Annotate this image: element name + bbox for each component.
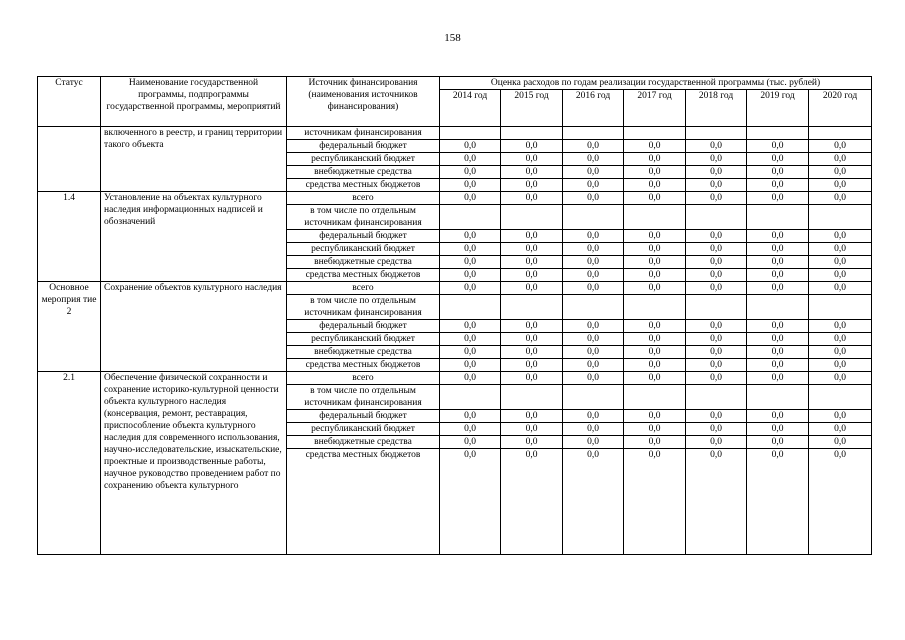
header-estimate: Оценка расходов по годам реализации государственной программы (тыс. рублей): [440, 77, 872, 90]
header-year: 2017 год: [624, 90, 686, 127]
row-value: 0,0: [624, 320, 686, 333]
row-value: 0,0: [747, 333, 809, 346]
row-value: 0,0: [686, 436, 747, 449]
row-value: 0,0: [440, 153, 501, 166]
row-value: 0,0: [686, 423, 747, 436]
row-source: средства местных бюджетов: [287, 449, 440, 555]
row-value: 0,0: [747, 179, 809, 192]
row-value: [686, 295, 747, 320]
row-value: 0,0: [747, 346, 809, 359]
row-value: [809, 295, 872, 320]
row-value: [501, 385, 563, 410]
row-source: республиканский бюджет: [287, 153, 440, 166]
row-source: федеральный бюджет: [287, 140, 440, 153]
row-value: 0,0: [440, 243, 501, 256]
row-value: 0,0: [563, 436, 624, 449]
row-source: республиканский бюджет: [287, 243, 440, 256]
row-value: 0,0: [563, 230, 624, 243]
row-value: 0,0: [686, 320, 747, 333]
row-value: [624, 127, 686, 140]
row-value: 0,0: [563, 166, 624, 179]
row-source: всего: [287, 282, 440, 295]
row-value: 0,0: [440, 140, 501, 153]
row-name: Установление на объектах культурного наследия информационных надписей и обозначений: [101, 192, 287, 282]
row-value: 0,0: [809, 423, 872, 436]
row-value: 0,0: [747, 230, 809, 243]
row-value: 0,0: [624, 230, 686, 243]
row-value: 0,0: [686, 140, 747, 153]
row-value: 0,0: [563, 256, 624, 269]
header-year: 2018 год: [686, 90, 747, 127]
row-value: 0,0: [440, 423, 501, 436]
name-continuation: включенного в реестр, и границ территории такого объекта: [104, 128, 283, 150]
row-value: 0,0: [501, 243, 563, 256]
row-value: 0,0: [686, 230, 747, 243]
row-value: 0,0: [809, 256, 872, 269]
row-value: 0,0: [563, 423, 624, 436]
row-status: 2.1: [38, 372, 101, 555]
header-year: 2019 год: [747, 90, 809, 127]
row-value: [440, 295, 501, 320]
row-value: 0,0: [624, 256, 686, 269]
row-source: внебюджетные средства: [287, 256, 440, 269]
row-value: 0,0: [747, 166, 809, 179]
row-value: 0,0: [747, 372, 809, 385]
row-value: 0,0: [501, 423, 563, 436]
row-value: 0,0: [501, 410, 563, 423]
row-value: [501, 127, 563, 140]
row-value: 0,0: [686, 256, 747, 269]
row-source: внебюджетные средства: [287, 166, 440, 179]
row-value: 0,0: [624, 333, 686, 346]
row-value: 0,0: [501, 166, 563, 179]
row-value: 0,0: [440, 320, 501, 333]
row-source: в том числе по отдельным источникам финансирования: [287, 385, 440, 410]
row-value: 0,0: [440, 436, 501, 449]
row-value: 0,0: [563, 140, 624, 153]
row-value: 0,0: [686, 372, 747, 385]
row-source: средства местных бюджетов: [287, 269, 440, 282]
header-year: 2015 год: [501, 90, 563, 127]
row-value: 0,0: [686, 359, 747, 372]
row-value: 0,0: [501, 269, 563, 282]
row-value: [747, 385, 809, 410]
row-value: 0,0: [686, 166, 747, 179]
row-value: 0,0: [563, 320, 624, 333]
row-source: федеральный бюджет: [287, 230, 440, 243]
row-value: 0,0: [809, 153, 872, 166]
row-value: 0,0: [563, 346, 624, 359]
row-value: 0,0: [440, 166, 501, 179]
row-name: Сохранение объектов культурного наследия: [101, 282, 287, 372]
row-value: 0,0: [624, 269, 686, 282]
row-value: [440, 385, 501, 410]
row-value: 0,0: [563, 449, 624, 555]
row-value: [686, 205, 747, 230]
table-row: [38, 127, 872, 140]
row-value: 0,0: [624, 449, 686, 555]
row-value: [747, 127, 809, 140]
header-year: 2020 год: [809, 90, 872, 127]
row-value: 0,0: [440, 410, 501, 423]
row-value: 0,0: [809, 179, 872, 192]
row-value: [563, 385, 624, 410]
row-value: 0,0: [501, 436, 563, 449]
table-body: [38, 127, 872, 555]
row-value: 0,0: [624, 192, 686, 205]
row-value: 0,0: [440, 449, 501, 555]
table-row: [38, 372, 872, 385]
row-source: федеральный бюджет: [287, 320, 440, 333]
header-status: Статус: [38, 77, 101, 127]
row-value: 0,0: [440, 269, 501, 282]
row-value: 0,0: [686, 153, 747, 166]
row-value: 0,0: [809, 449, 872, 555]
row-name: Обеспечение физической сохранности и сохранение историко-культурной ценности объекта культурного наследия (консервация, ремонт, реставрация, приспособление объекта культурного наследия для современного использования, научно-исследовательские, изыскательские, проектные и производственные работы, научное руководство проведением работ по сохранению объекта культурного: [101, 372, 287, 555]
row-value: 0,0: [563, 410, 624, 423]
row-value: 0,0: [809, 436, 872, 449]
budget-table: [37, 76, 872, 555]
row-value: 0,0: [747, 282, 809, 295]
row-value: 0,0: [747, 256, 809, 269]
row-value: 0,0: [501, 449, 563, 555]
row-status: [38, 127, 101, 192]
row-value: 0,0: [501, 179, 563, 192]
row-value: 0,0: [440, 256, 501, 269]
row-source: всего: [287, 192, 440, 205]
row-status: 1.4: [38, 192, 101, 282]
row-value: 0,0: [563, 359, 624, 372]
row-source: в том числе по отдельным источникам финансирования: [287, 295, 440, 320]
row-value: [624, 385, 686, 410]
page-number: 158: [444, 32, 461, 44]
row-value: [440, 127, 501, 140]
row-value: 0,0: [809, 166, 872, 179]
row-value: 0,0: [747, 269, 809, 282]
row-value: [686, 127, 747, 140]
row-value: 0,0: [563, 333, 624, 346]
row-value: 0,0: [747, 153, 809, 166]
row-value: 0,0: [686, 243, 747, 256]
row-value: 0,0: [501, 153, 563, 166]
row-value: [809, 385, 872, 410]
row-value: 0,0: [809, 333, 872, 346]
row-value: 0,0: [624, 436, 686, 449]
row-value: 0,0: [686, 449, 747, 555]
row-value: 0,0: [624, 423, 686, 436]
row-value: 0,0: [809, 372, 872, 385]
row-value: 0,0: [501, 346, 563, 359]
row-value: 0,0: [809, 140, 872, 153]
row-value: 0,0: [686, 346, 747, 359]
row-value: 0,0: [809, 410, 872, 423]
row-source: республиканский бюджет: [287, 423, 440, 436]
row-name: [101, 127, 287, 192]
row-value: 0,0: [501, 333, 563, 346]
row-value: [440, 205, 501, 230]
row-value: 0,0: [747, 140, 809, 153]
row-value: 0,0: [440, 359, 501, 372]
row-value: 0,0: [501, 192, 563, 205]
row-value: 0,0: [563, 282, 624, 295]
row-value: 0,0: [809, 269, 872, 282]
row-value: [624, 295, 686, 320]
row-value: 0,0: [809, 192, 872, 205]
row-value: [563, 127, 624, 140]
row-value: [501, 295, 563, 320]
row-value: 0,0: [624, 346, 686, 359]
row-value: 0,0: [747, 243, 809, 256]
row-value: 0,0: [440, 230, 501, 243]
row-value: [747, 295, 809, 320]
row-value: 0,0: [809, 282, 872, 295]
row-value: 0,0: [624, 282, 686, 295]
row-value: 0,0: [440, 333, 501, 346]
row-source: внебюджетные средства: [287, 346, 440, 359]
row-value: 0,0: [501, 230, 563, 243]
row-value: 0,0: [624, 410, 686, 423]
table-row: [38, 192, 872, 205]
row-value: [747, 205, 809, 230]
row-value: 0,0: [440, 346, 501, 359]
row-value: 0,0: [440, 372, 501, 385]
row-value: 0,0: [501, 320, 563, 333]
row-source: в том числе по отдельным источникам финансирования: [287, 205, 440, 230]
row-value: 0,0: [624, 140, 686, 153]
row-value: 0,0: [563, 372, 624, 385]
row-value: 0,0: [809, 230, 872, 243]
row-source: средства местных бюджетов: [287, 179, 440, 192]
row-value: 0,0: [563, 192, 624, 205]
row-value: 0,0: [747, 449, 809, 555]
row-source: всего: [287, 372, 440, 385]
row-value: [501, 205, 563, 230]
row-value: 0,0: [686, 282, 747, 295]
row-source: средства местных бюджетов: [287, 359, 440, 372]
row-value: 0,0: [747, 359, 809, 372]
row-value: [624, 205, 686, 230]
row-value: 0,0: [563, 243, 624, 256]
row-value: 0,0: [747, 436, 809, 449]
header-name: Наименование государственной программы, подпрограммы государственной программы, мероприятий: [101, 77, 287, 127]
row-source: источникам финансирования: [287, 127, 440, 140]
row-source: внебюджетные средства: [287, 436, 440, 449]
row-value: 0,0: [501, 282, 563, 295]
row-value: 0,0: [501, 256, 563, 269]
row-value: 0,0: [440, 179, 501, 192]
row-value: 0,0: [747, 320, 809, 333]
row-value: [809, 127, 872, 140]
row-value: [563, 295, 624, 320]
row-value: 0,0: [686, 269, 747, 282]
row-value: 0,0: [747, 423, 809, 436]
row-source: федеральный бюджет: [287, 410, 440, 423]
row-value: 0,0: [501, 359, 563, 372]
row-value: 0,0: [440, 192, 501, 205]
row-value: 0,0: [686, 410, 747, 423]
row-value: 0,0: [624, 153, 686, 166]
row-value: 0,0: [747, 192, 809, 205]
row-value: 0,0: [809, 346, 872, 359]
row-source: республиканский бюджет: [287, 333, 440, 346]
header-year: 2014 год: [440, 90, 501, 127]
row-value: [809, 205, 872, 230]
row-value: 0,0: [809, 243, 872, 256]
header-year: 2016 год: [563, 90, 624, 127]
row-value: 0,0: [686, 333, 747, 346]
row-value: [686, 385, 747, 410]
row-value: 0,0: [563, 269, 624, 282]
row-value: 0,0: [563, 153, 624, 166]
row-value: 0,0: [501, 140, 563, 153]
row-value: 0,0: [809, 359, 872, 372]
row-value: 0,0: [686, 179, 747, 192]
row-value: 0,0: [501, 372, 563, 385]
row-value: 0,0: [563, 179, 624, 192]
row-value: 0,0: [624, 179, 686, 192]
row-value: 0,0: [624, 359, 686, 372]
table-row: [38, 282, 872, 295]
row-value: 0,0: [440, 282, 501, 295]
row-status: Основное мероприя тие 2: [38, 282, 101, 372]
row-value: 0,0: [747, 410, 809, 423]
row-value: 0,0: [624, 166, 686, 179]
row-value: 0,0: [809, 320, 872, 333]
row-value: 0,0: [686, 192, 747, 205]
row-value: 0,0: [624, 372, 686, 385]
header-source: Источник финансирования (наименования источников финансирования): [287, 77, 440, 127]
row-value: 0,0: [624, 243, 686, 256]
row-value: [563, 205, 624, 230]
